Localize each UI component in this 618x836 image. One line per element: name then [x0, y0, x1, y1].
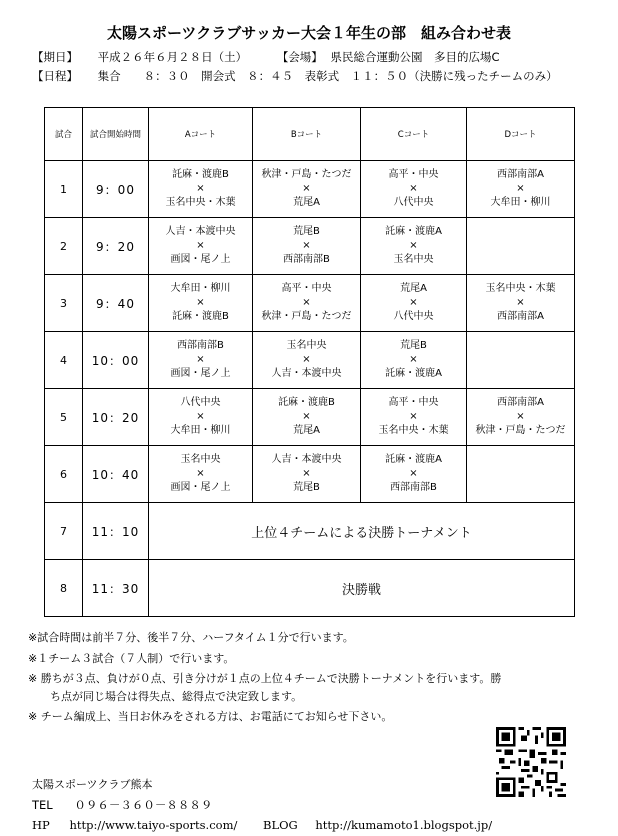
vs-mark: ×	[196, 354, 205, 365]
home-team: 西部南部A	[497, 397, 544, 408]
vs-mark: ×	[302, 183, 311, 194]
home-team: 託麻・渡鹿A	[385, 454, 442, 465]
away-team: 秋津・戸島・たつだ	[261, 311, 352, 322]
start-time: 9：20	[83, 218, 149, 275]
home-team: 玉名中央	[286, 340, 327, 351]
home-team: 荒尾B	[293, 226, 320, 237]
home-team: 託麻・渡鹿A	[385, 226, 442, 237]
vs-mark: ×	[302, 354, 311, 365]
vs-mark: ×	[409, 411, 418, 422]
schedule-label: 【日程】	[32, 69, 78, 83]
home-team: 西部南部B	[177, 340, 224, 351]
home-team: 高平・中央	[281, 283, 332, 294]
home-team: 大牟田・柳川	[170, 283, 231, 294]
home-team: 玉名中央・木葉	[485, 283, 556, 294]
court-cell	[253, 275, 361, 332]
vs-mark: ×	[196, 240, 205, 251]
start-time: 10：20	[83, 389, 149, 446]
vs-mark: ×	[516, 411, 525, 422]
away-team: 荒尾A	[293, 197, 320, 208]
vs-mark: ×	[302, 411, 311, 422]
vs-mark: ×	[516, 297, 525, 308]
table-row	[45, 446, 575, 503]
vs-mark: ×	[409, 240, 418, 251]
away-team: 画図・尾ノ上	[170, 482, 231, 493]
table-row	[45, 389, 575, 446]
court-cell	[361, 275, 467, 332]
home-team: 託麻・渡鹿B	[278, 397, 335, 408]
away-team: 荒尾B	[293, 482, 320, 493]
page-title: 太陽スポーツクラブサッカー大会１年生の部 組み合わせ表	[107, 24, 511, 42]
header-court-c: Cコート	[361, 108, 467, 161]
schedule-table	[44, 107, 575, 617]
tel-label: TEL	[32, 798, 53, 812]
vs-mark: ×	[409, 183, 418, 194]
court-cell	[253, 332, 361, 389]
court-cell	[361, 446, 467, 503]
note-4: ※ チーム編成上、当日お休みをされる方は、お電話にてお知らせ下さい。	[28, 710, 393, 723]
court-cell	[467, 446, 575, 503]
header-court-d: Dコート	[467, 108, 575, 161]
start-time: 9：40	[83, 275, 149, 332]
table-row	[45, 332, 575, 389]
vs-mark: ×	[196, 468, 205, 479]
away-team: 画図・尾ノ上	[170, 254, 231, 265]
away-team: 大牟田・柳川	[170, 425, 231, 436]
footer-links	[32, 818, 492, 832]
home-team: 西部南部A	[497, 169, 544, 180]
court-cell	[361, 389, 467, 446]
date-value: 平成２６年６月２８日（土）	[97, 50, 248, 64]
table-header-row	[45, 108, 575, 161]
home-team: 人吉・本渡中央	[165, 226, 236, 237]
vs-mark: ×	[409, 468, 418, 479]
away-team: 八代中央	[393, 311, 434, 322]
match-number: 5	[45, 389, 83, 446]
court-cell	[361, 161, 467, 218]
court-cell	[253, 389, 361, 446]
home-team: 人吉・本渡中央	[271, 454, 342, 465]
schedule-value: 集合 ８：３０ 開会式 ８：４５ 表彰式 １１：５０（決勝に残ったチームのみ）	[97, 69, 558, 83]
start-time: 11：30	[83, 560, 149, 617]
note-3: ※ 勝ちが３点、負けが０点、引き分けが１点の上位４チームで決勝トーナメントを行います。勝	[28, 672, 502, 685]
blog-link[interactable]: http://kumamoto1.blogspot.jp/	[315, 818, 493, 832]
court-cell	[149, 275, 253, 332]
away-team: 西部南部A	[497, 311, 544, 322]
away-team: 玉名中央・木葉	[165, 197, 236, 208]
court-cell	[361, 332, 467, 389]
away-team: 八代中央	[393, 197, 434, 208]
away-team: 荒尾A	[293, 425, 320, 436]
qr-code-image	[496, 727, 566, 797]
match-number: 8	[45, 560, 83, 617]
vs-mark: ×	[409, 297, 418, 308]
away-team: 大牟田・柳川	[490, 197, 551, 208]
vs-mark: ×	[302, 240, 311, 251]
table-row	[45, 560, 575, 617]
header-court-a: Aコート	[149, 108, 253, 161]
start-time: 10：00	[83, 332, 149, 389]
match-number: 2	[45, 218, 83, 275]
header-start-time: 試合開始時間	[83, 108, 149, 161]
court-cell	[253, 446, 361, 503]
vs-mark: ×	[516, 183, 525, 194]
hp-label: HP	[32, 818, 50, 832]
away-team: 託麻・渡鹿A	[385, 368, 442, 379]
home-team: 秋津・戸島・たつだ	[261, 169, 352, 180]
away-team: 西部南部B	[390, 482, 437, 493]
home-team: 高平・中央	[388, 169, 439, 180]
vs-mark: ×	[302, 468, 311, 479]
header-match: 試合	[45, 108, 83, 161]
court-cell	[467, 275, 575, 332]
hp-link[interactable]: http://www.taiyo-sports.com/	[69, 818, 238, 832]
header-court-b: Bコート	[253, 108, 361, 161]
match-number: 1	[45, 161, 83, 218]
footer-tel	[32, 797, 212, 813]
court-cell	[467, 389, 575, 446]
court-cell	[149, 332, 253, 389]
court-cell	[149, 446, 253, 503]
date-label: 【期日】	[32, 50, 78, 64]
match-number: 3	[45, 275, 83, 332]
vs-mark: ×	[196, 183, 205, 194]
vs-mark: ×	[409, 354, 418, 365]
home-team: 荒尾B	[400, 340, 427, 351]
away-team: 人吉・本渡中央	[271, 368, 342, 379]
footer-organization: 太陽スポーツクラブ熊本	[32, 778, 153, 791]
court-cell	[467, 332, 575, 389]
tournament-cell: 決勝戦	[149, 560, 575, 617]
tournament-cell: 上位４チームによる決勝トーナメント	[149, 503, 575, 560]
vs-mark: ×	[302, 297, 311, 308]
court-cell	[361, 218, 467, 275]
court-cell	[467, 218, 575, 275]
home-team: 荒尾A	[400, 283, 427, 294]
match-number: 6	[45, 446, 83, 503]
table-row	[45, 161, 575, 218]
home-team: 高平・中央	[388, 397, 439, 408]
away-team: 玉名中央・木葉	[378, 425, 449, 436]
home-team: 玉名中央	[180, 454, 221, 465]
schedule-line	[32, 68, 558, 84]
blog-label: BLOG	[263, 818, 298, 832]
venue-label: 【会場】	[276, 50, 323, 64]
away-team: 玉名中央	[393, 254, 434, 265]
note-1: ※試合時間は前半７分、後半７分、ハーフタイム１分で行います。	[28, 631, 354, 644]
start-time: 10：40	[83, 446, 149, 503]
court-cell	[467, 161, 575, 218]
home-team: 八代中央	[180, 397, 221, 408]
away-team: 西部南部B	[283, 254, 330, 265]
table-row	[45, 275, 575, 332]
date-venue-line	[32, 49, 500, 65]
start-time: 11：10	[83, 503, 149, 560]
away-team: 秋津・戸島・たつだ	[475, 425, 566, 436]
table-row	[45, 218, 575, 275]
vs-mark: ×	[196, 411, 205, 422]
home-team: 託麻・渡鹿B	[172, 169, 229, 180]
away-team: 画図・尾ノ上	[170, 368, 231, 379]
note-2: ※１チーム３試合（７人制）で行います。	[28, 652, 235, 665]
away-team: 託麻・渡鹿B	[172, 311, 229, 322]
match-number: 7	[45, 503, 83, 560]
court-cell	[149, 218, 253, 275]
vs-mark: ×	[196, 297, 205, 308]
match-number: 4	[45, 332, 83, 389]
court-cell	[253, 161, 361, 218]
start-time: 9：00	[83, 161, 149, 218]
court-cell	[253, 218, 361, 275]
tel-number: ０９６－３６０－８８８９	[74, 798, 213, 812]
court-cell	[149, 389, 253, 446]
court-cell	[149, 161, 253, 218]
table-row	[45, 503, 575, 560]
note-3-cont: ち点が同じ場合は得失点、総得点で決定致します。	[50, 690, 303, 703]
venue-value: 県民総合運動公園 多目的広場C	[330, 50, 500, 64]
